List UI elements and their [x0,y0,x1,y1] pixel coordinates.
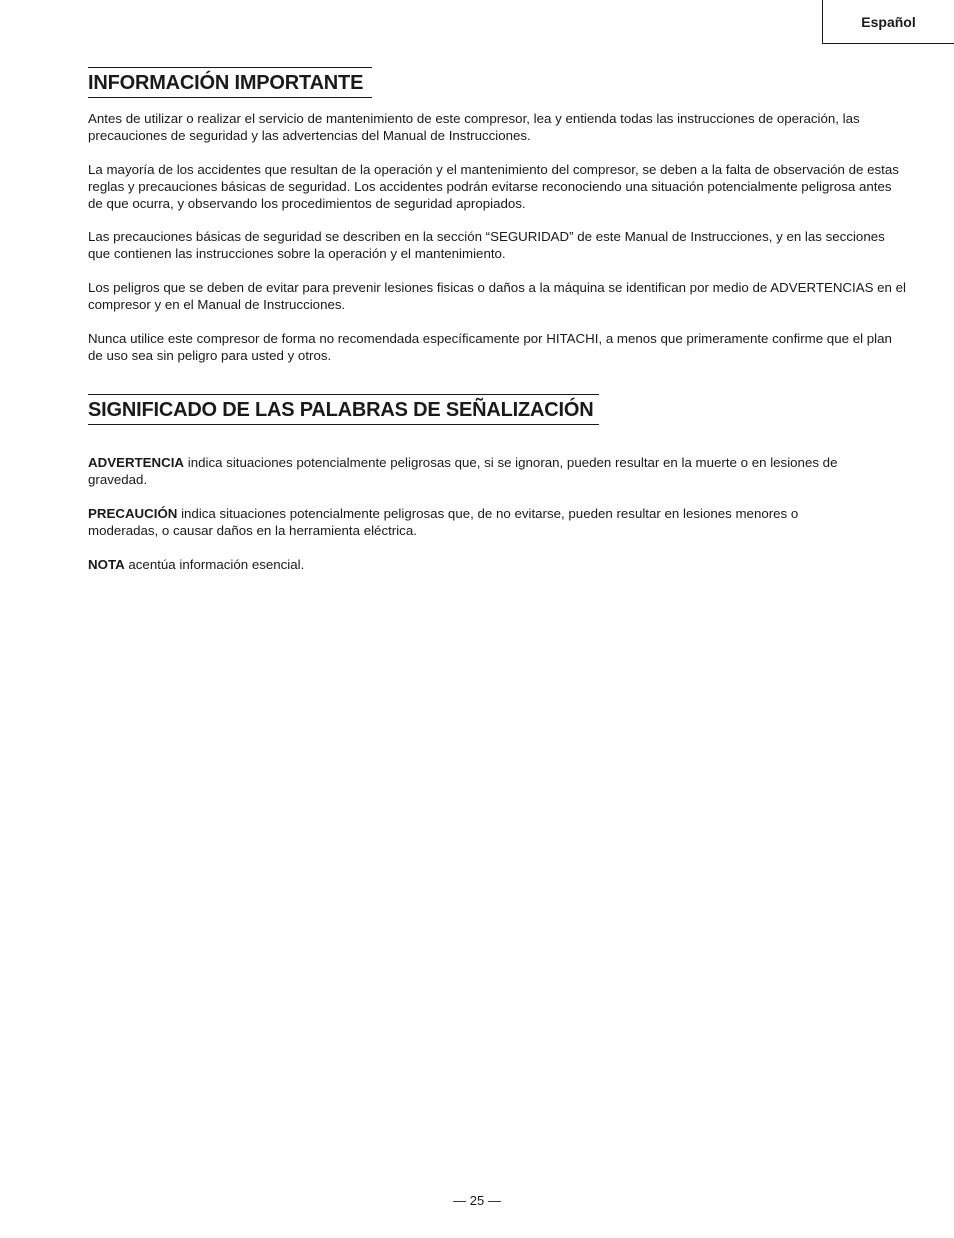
term-nota: NOTA [88,557,125,572]
definition-nota [88,556,906,573]
language-tab: Español [822,0,954,44]
definition-text: indica situaciones potencialmente peligrosas que, de no evitarse, pueden resultar en lesiones menores o moderadas, o causar daños en la herramienta eléctrica. [88,506,799,538]
definition-advertencia [88,454,858,488]
paragraph: Nunca utilice este compresor de forma no recomendada específicamente por HITACHI, a menos que primeramente confirme que el plan de uso sea sin peligro para usted y otros. [88,331,892,363]
paragraph: La mayoría de los accidentes que resultan de la operación y el mantenimiento del compresor, se deben a la falta de observación de estas reglas y precauciones básicas de seguridad. Los accidentes podrán evitarse reconociendo una situación potencialmente peligrosa antes de que ocurra, y observando los procedimientos de seguridad apropiados. [88,162,899,211]
page-number: — 25 — [453,1193,501,1208]
definition-text: acentúa información esencial. [124,557,305,572]
definition-precaucion [88,505,858,539]
definition-text: indica situaciones potencialmente peligrosas que, si se ignoran, pueden resultar en la muerte o en lesiones de gravedad. [88,455,838,487]
section-title-palabras-senalizacion: SIGNIFICADO DE LAS PALABRAS DE SEÑALIZACIÓN [88,394,599,425]
section-title-informacion-importante: INFORMACIÓN IMPORTANTE [88,67,372,98]
paragraph: Las precauciones básicas de seguridad se describen en la sección “SEGURIDAD” de este Manual de Instrucciones, y en las secciones que contienen las instrucciones sobre la operación y el mantenimiento. [88,229,885,261]
paragraph: Antes de utilizar o realizar el servicio de mantenimiento de este compresor, lea y entienda todas las instrucciones de operación, las precauciones de seguridad y las advertencias del Manual de Instrucciones. [88,111,860,143]
term-precaucion: PRECAUCIÓN [88,506,178,521]
term-advertencia: ADVERTENCIA [88,455,185,470]
paragraph: Los peligros que se deben de evitar para prevenir lesiones fisicas o daños a la máquina se identifican por medio de ADVERTENCIAS en el compresor y en el Manual de Instrucciones. [88,280,906,312]
